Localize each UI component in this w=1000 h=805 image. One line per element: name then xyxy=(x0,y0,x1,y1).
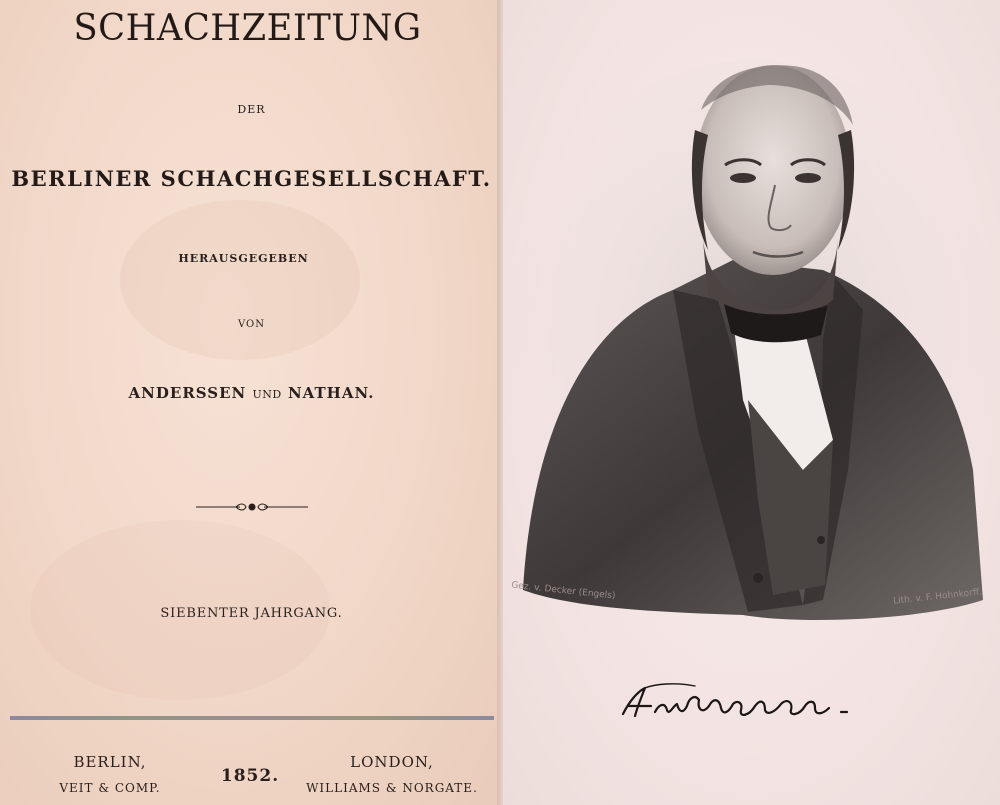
paper-stain xyxy=(120,200,360,360)
und-conjunction: UND xyxy=(252,388,282,401)
editor-name-2: NATHAN. xyxy=(287,384,375,402)
subtitle-der: DER xyxy=(237,103,266,116)
artist-credit: Gez. v. Decker (Engels) xyxy=(510,580,616,602)
von-label: VON xyxy=(238,319,265,330)
imprint-year: 1852. xyxy=(220,766,280,786)
imprint-berlin-city: BERLIN, xyxy=(73,753,147,771)
signature-image xyxy=(615,676,875,728)
imprint-london-city: LONDON, xyxy=(350,753,434,771)
ornament-divider-icon xyxy=(196,500,308,514)
imprint-rule xyxy=(10,716,494,720)
editor-label: HERAUSGEGEBEN xyxy=(178,252,309,265)
society-name: BERLINER SCHACHGESELLSCHAFT. xyxy=(11,166,492,191)
imprint-london-publisher: WILLIAMS & NORGATE. xyxy=(306,781,478,795)
imprint-berlin-publisher: VEIT & COMP. xyxy=(59,781,161,795)
main-title: SCHACHZEITUNG xyxy=(73,8,422,49)
portrait-page xyxy=(503,0,1000,805)
editors xyxy=(0,384,503,402)
editor-name-1: ANDERSSEN xyxy=(128,384,247,402)
volume-label: SIEBENTER JAHRGANG. xyxy=(160,606,343,621)
lithographer-credit: Lith. v. F. Hohnkorff. xyxy=(892,587,983,607)
